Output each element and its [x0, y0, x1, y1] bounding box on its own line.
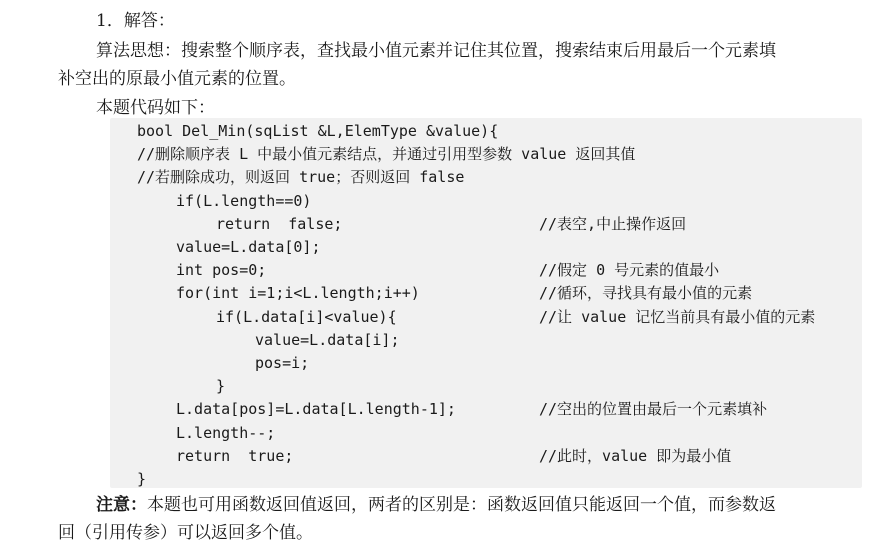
code-line: bool Del_Min(sqList &L,ElemType &value){ [137, 122, 499, 140]
algorithm-idea-line-2: 补空出的原最小值元素的位置。 [58, 69, 296, 89]
code-inline-comment: //循环，寻找具有最小值的元素 [539, 284, 753, 303]
code-inline-comment: //让 value 记忆当前具有最小值的元素 [539, 307, 816, 326]
note-line-2: 回（引用传参）可以返回多个值。 [58, 523, 313, 543]
code-intro: 本题代码如下： [96, 98, 215, 118]
code-line: pos=i; [255, 354, 310, 372]
code-line: value=L.data[0]; [176, 238, 321, 256]
code-inline-comment: //空出的位置由最后一个元素填补 [539, 400, 768, 419]
code-line: L.length--; [176, 423, 276, 442]
note-label: 注意： [96, 495, 147, 515]
code-line: value=L.data[i]; [255, 330, 400, 349]
code-inline-comment: //假定 0 号元素的值最小 [539, 261, 720, 280]
answer-heading: 1．解答： [96, 11, 175, 31]
note-text: 本题也可用函数返回值返回，两者的区别是：函数返回值只能返回一个值，而参数返 [147, 495, 776, 515]
code-inline-comment: //表空,中止操作返回 [539, 214, 687, 233]
code-inline-comment: //此时，value 即为最小值 [539, 446, 732, 465]
code-line: return true; [176, 446, 294, 465]
code-lines [0, 120, 885, 490]
code-line: int pos=0; [176, 261, 267, 280]
note-line-1 [96, 492, 776, 518]
code-comment-line: //若删除成功，则返回 true；否则返回 false [137, 168, 465, 187]
code-line: if(L.length==0) [176, 191, 312, 210]
code-comment-line: //删除顺序表 L 中最小值元素结点，并通过引用型参数 value 返回其值 [137, 145, 636, 164]
code-line: L.data[pos]=L.data[L.length-1]; [176, 400, 456, 419]
algorithm-idea-line-1: 算法思想：搜索整个顺序表，查找最小值元素并记住其位置，搜索结束后用最后一个元素填 [96, 41, 776, 61]
code-line: } [137, 470, 147, 488]
code-line: for(int i=1;i<L.length;i++) [176, 284, 420, 303]
code-line: if(L.data[i]<value){ [216, 307, 397, 326]
code-line: } [216, 377, 226, 396]
code-line: return false; [216, 214, 343, 233]
